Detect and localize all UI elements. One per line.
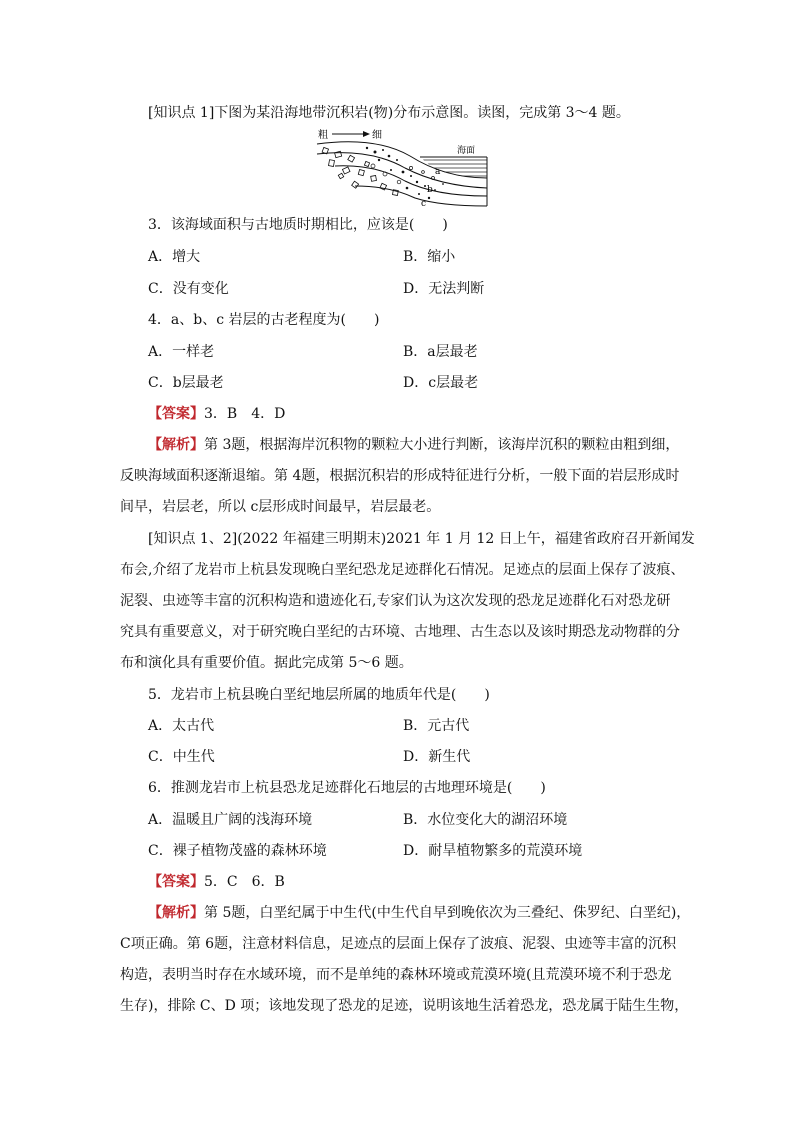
q3-option-b[interactable]: B．缩小 bbox=[403, 249, 456, 265]
analysis-q3-4-line-3: 间早，岩层老，所以 c层形成时间最早，岩层最老。 bbox=[120, 499, 441, 515]
q3-option-a[interactable]: A．增大 bbox=[148, 249, 201, 265]
q6-option-b[interactable]: B．水位变化大的湖沼环境 bbox=[403, 812, 568, 828]
analysis-tag: 【解析】 bbox=[148, 905, 204, 921]
answer-q5-6 bbox=[148, 873, 285, 891]
q6-option-d[interactable]: D．耐旱植物繁多的荒漠环境 bbox=[403, 843, 583, 859]
analysis-text: 第 5题，白垩纪属于中生代(中生代自早到晚依次为三叠纪、侏罗纪、白垩纪)， bbox=[204, 905, 691, 921]
analysis-q3-4-line-2: 反映海域面积逐渐退缩。第 4题，根据沉积岩的形成特征进行分析，一般下面的岩层形成时 bbox=[120, 468, 680, 484]
q6-option-a[interactable]: A．温暖且广阔的浅海环境 bbox=[148, 812, 313, 828]
analysis-q5-6-line-4: 生存)，排除 C、D 项；该地发现了恐龙的足迹，说明该地生活着恐龙，恐龙属于陆生生物， bbox=[120, 998, 689, 1014]
q4-option-a[interactable]: A．一样老 bbox=[148, 344, 215, 360]
label-fine: 细 bbox=[372, 130, 382, 141]
label-coarse: 粗 bbox=[318, 130, 328, 141]
arrow-head-icon bbox=[363, 131, 370, 137]
q3-stem: 3．该海域面积与古地质时期相比，应该是( ) bbox=[148, 217, 448, 233]
intro-q5-6-line-4: 究具有重要意义，对于研究晚白垩纪的古环境、古地理、古生态以及该时期恐龙动物群的分 bbox=[120, 624, 680, 640]
label-layer-a: a bbox=[435, 167, 441, 177]
answer-tag: 【答案】 bbox=[148, 406, 204, 422]
q4-option-b[interactable]: B．a层最老 bbox=[403, 344, 478, 360]
analysis-q5-6-line-2: C项正确。第 6题，注意材料信息，足迹点的层面上保存了波痕、泥裂、虫迹等丰富的沉积 bbox=[120, 936, 677, 952]
intro-q5-6-line-2: 布会,介绍了龙岩市上杭县发现晚白垩纪恐龙足迹群化石情况。足迹点的层面上保存了波痕、 bbox=[120, 562, 685, 578]
q4-stem: 4．a、b、c 岩层的古老程度为( ) bbox=[148, 312, 380, 328]
answer-text: 5．C 6．B bbox=[204, 874, 285, 890]
intro-q5-6-line-1: [知识点 1、2](2022 年福建三明期末)2021 年 1 月 12 日上午，福建省政府召开新闻发 bbox=[148, 531, 695, 547]
q3-option-d[interactable]: D．无法判断 bbox=[403, 281, 485, 297]
intro-q5-6-line-5: 布和演化具有重要价值。据此完成第 5～6 题。 bbox=[120, 655, 413, 671]
q5-option-b[interactable]: B．元古代 bbox=[403, 718, 470, 734]
answer-text: 3．B 4．D bbox=[204, 406, 286, 422]
sediment-distribution-diagram bbox=[315, 126, 490, 211]
intro-q3-4: [知识点 1]下图为某沿海地带沉积岩(物)分布示意图。读图，完成第 3～4 题。 bbox=[148, 105, 630, 121]
analysis-text: 第 3题，根据海岸沉积物的颗粒大小进行判断，该海岸沉积的颗粒由粗到细， bbox=[204, 437, 680, 453]
q3-option-c[interactable]: C．没有变化 bbox=[148, 281, 229, 297]
q4-option-d[interactable]: D．c层最老 bbox=[403, 375, 479, 391]
label-layer-c: c bbox=[421, 199, 427, 209]
analysis-q5-6-line-1 bbox=[148, 904, 690, 922]
q4-option-c[interactable]: C．b层最老 bbox=[148, 375, 224, 391]
q6-option-c[interactable]: C．裸子植物茂盛的森林环境 bbox=[148, 843, 327, 859]
answer-q3-4 bbox=[148, 405, 285, 423]
answer-tag: 【答案】 bbox=[148, 874, 204, 890]
analysis-q3-4-line-1 bbox=[148, 436, 679, 454]
q5-stem: 5．龙岩市上杭县晚白垩纪地层所属的地质年代是( ) bbox=[148, 687, 490, 703]
analysis-q5-6-line-3: 构造，表明当时存在水域环境，而不是单纯的森林环境或荒漠环境(且荒漠环境不利于恐龙 bbox=[120, 967, 672, 983]
coarse-particles bbox=[322, 147, 398, 195]
label-sea-surface: 海面 bbox=[457, 146, 476, 156]
analysis-tag: 【解析】 bbox=[148, 437, 204, 453]
intro-q5-6-line-3: 泥裂、虫迹等丰富的沉积构造和遗迹化石,专家们认为这次发现的恐龙足迹群化石对恐龙研 bbox=[120, 593, 671, 609]
q5-option-d[interactable]: D．新生代 bbox=[403, 749, 471, 765]
q5-option-a[interactable]: A．太古代 bbox=[148, 718, 215, 734]
q6-stem: 6．推测龙岩市上杭县恐龙足迹群化石地层的古地理环境是( ) bbox=[148, 780, 546, 796]
q5-option-c[interactable]: C．中生代 bbox=[148, 749, 215, 765]
sea-water bbox=[420, 157, 487, 178]
label-layer-b: b bbox=[427, 185, 433, 195]
